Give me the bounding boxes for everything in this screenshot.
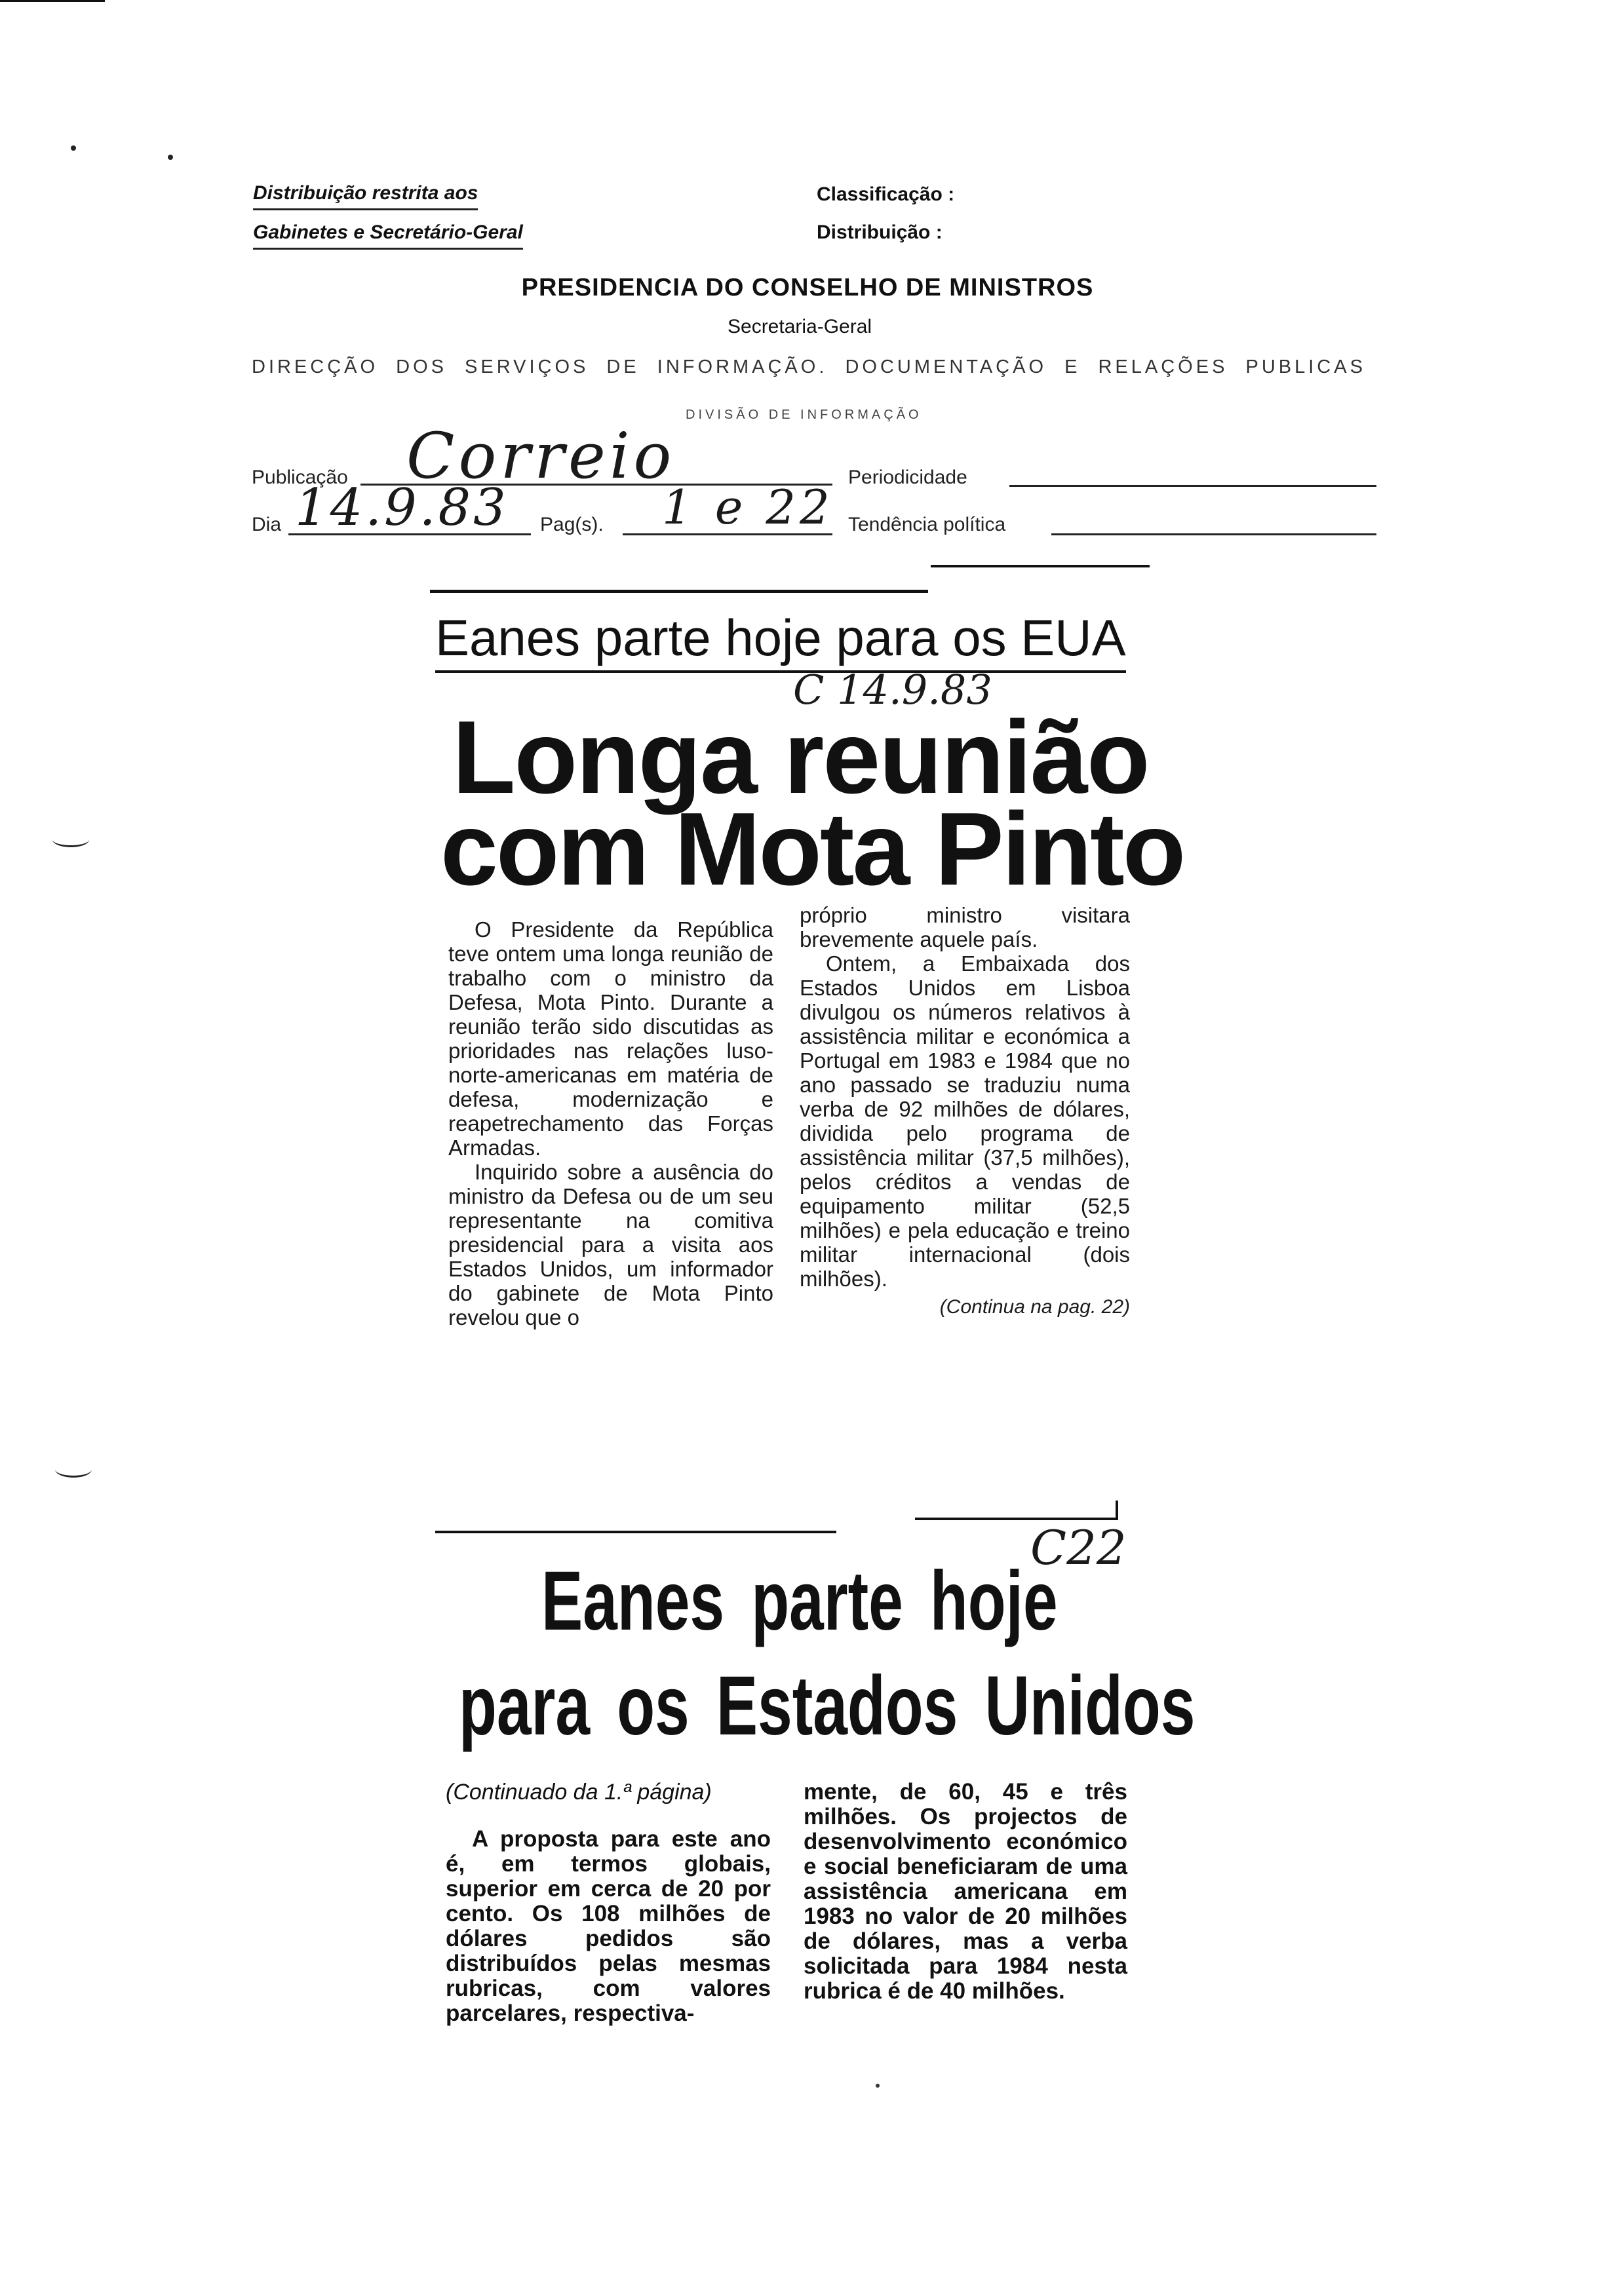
punch-hole-dot xyxy=(168,155,173,160)
article1-kicker: Eanes parte hoje para os EUA xyxy=(435,608,1126,673)
article1-column2 xyxy=(800,903,1130,1319)
distribution-restriction-line1: Distribuição restrita aos xyxy=(253,182,478,210)
day-handwritten-value: 14.9.83 xyxy=(295,478,509,537)
article2-headline-line1: Eanes parte hoje xyxy=(541,1554,1058,1648)
article1-col1-paragraph: Inquirido sobre a ausência do ministro da Defesa ou de um seu representante na comitiva presidencial para a visita aos Estados Unidos, um informador do gabinete de Mota Pinto revelou que o xyxy=(448,1160,773,1330)
stray-mark xyxy=(876,2084,880,2088)
article2-headline-line2: para os Estados Unidos xyxy=(459,1659,1196,1753)
article2-top-rule-tick xyxy=(1116,1501,1118,1520)
organization-title: PRESIDENCIA DO CONSELHO DE MINISTROS xyxy=(521,274,1094,301)
article2-column2 xyxy=(804,1780,1127,2004)
clipping-top-rule xyxy=(430,590,928,593)
article1-column1 xyxy=(448,917,773,1330)
clipping-top-rule xyxy=(931,565,1150,567)
article2-col2-paragraph: mente, de 60, 45 e três milhões. Os projectos de desenvolvimento económico e social beneficiaram de uma assistência americana em 1983 no valor de 20 milhões de dólares, mas a verba solicitada para 1984 nesta rubrica é de 40 milhões. xyxy=(804,1779,1127,2004)
article2-continued-note: (Continuado da 1.ª página) xyxy=(446,1780,712,1805)
periodicity-field-line xyxy=(1009,485,1376,487)
article2-top-rule xyxy=(435,1531,836,1533)
article1-col1-paragraph: O Presidente da República teve ontem uma longa reunião de trabalho com o ministro da Defesa, Mota Pinto. Durante a reunião terão sido discutidas as prioridades nas relações luso-norte-americanas em matéria de defesa, modernização e reapetrechamento das Forças Armadas. xyxy=(448,917,773,1160)
distribution-label: Distribuição : xyxy=(817,221,943,243)
article2-column1 xyxy=(446,1780,771,2026)
article1-continuation-note: (Continua na pag. 22) xyxy=(939,1296,1130,1318)
pages-label: Pag(s). xyxy=(540,514,604,535)
article1-headline-line1: Longa reunião xyxy=(452,700,1149,815)
political-tendency-label: Tendência política xyxy=(848,514,1006,535)
publication-handwritten-value: Correio xyxy=(406,419,676,493)
article1-handwritten-date: C 14.9.83 xyxy=(793,666,992,714)
secretaria-subtitle: Secretaria-Geral xyxy=(728,316,872,337)
classification-label: Classificação : xyxy=(817,183,955,205)
punch-hole-dot xyxy=(71,145,76,151)
political-tendency-field-line xyxy=(1051,533,1376,535)
publication-label: Publicação xyxy=(252,467,348,488)
article1-col2-paragraph: Ontem, a Embaixada dos Estados Unidos em Lisboa divulgou os números relativos à assistência militar e económica a Portugal em 1983 e 1984 que no ano passado se traduziu numa verba de 92 milhões de dólares, dividida pelo programa de assistência militar (37,5 milhões), pelos créditos a vendas de equipamento militar (52,5 milhões) e pela educação e treino militar internacional (dois milhões). xyxy=(800,951,1130,1291)
direccao-line: DIRECÇÃO DOS SERVIÇOS DE INFORMAÇÃO. DOCUMENTAÇÃO E RELAÇÕES PUBLICAS xyxy=(252,356,1366,377)
periodicity-label: Periodicidade xyxy=(848,467,967,488)
pages-handwritten-value: 1 e 22 xyxy=(662,480,834,535)
top-edge-line xyxy=(0,0,105,2)
article1-col2-paragraph: próprio ministro visitara brevemente aquele país. xyxy=(800,903,1130,951)
article2-handwritten-mark: C22 xyxy=(1030,1520,1127,1575)
margin-curve-mark xyxy=(55,1461,92,1478)
day-label: Dia xyxy=(252,514,282,535)
distribution-restriction-line2: Gabinetes e Secretário-Geral xyxy=(253,221,523,250)
margin-curve-mark xyxy=(52,832,89,847)
article1-headline-line2: com Mota Pinto xyxy=(440,792,1184,907)
divisao-line: DIVISÃO DE INFORMAÇÃO xyxy=(686,408,922,422)
article2-col1-paragraph: A proposta para este ano é, em termos globais, superior em cerca de 20 por cento. Os 108 milhões de dólares pedidos são distribuídos pelas mesmas rubricas, com valores parcelares, respectiva- xyxy=(446,1826,771,2026)
